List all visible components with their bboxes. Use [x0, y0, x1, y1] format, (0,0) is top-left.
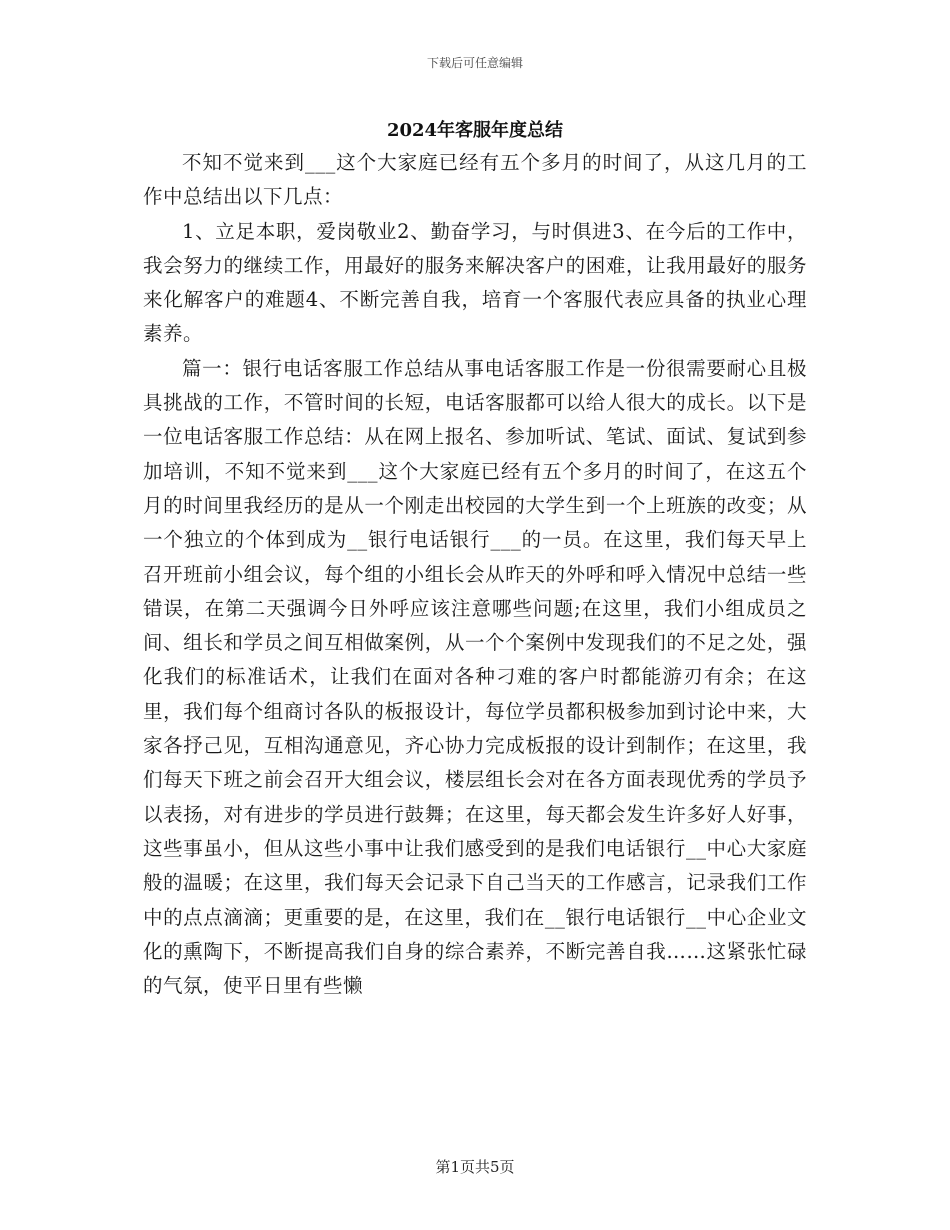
document-body: [143, 146, 807, 1003]
page-footer: 第1页共5页: [435, 1158, 515, 1176]
paragraph-points: 1、立足本职，爱岗敬业2、勤奋学习，与时俱进3、在今后的工作中，我会努力的继续工作，用最好的服务来解决客户的困难，让我用最好的服务来化解客户的难题4、不断完善自我，培育一个客服代表应具备的执业心理素养。: [143, 219, 807, 346]
paragraph-article-one: 篇一：银行电话客服工作总结从事电话客服工作是一份很需要耐心且极具挑战的工作，不管时间的长短，电话客服都可以给人很大的成长。以下是一位电话客服工作总结：从在网上报名、参加听试、笔试、面试、复试到参加培训，不知不觉来到___这个大家庭已经有五个多月的时间了，在这五个月的时间里我经历的是从一个刚走出校园的大学生到一个上班族的改变；从一个独立的个体到成为__银行电话银行___的一员。在这里，我们每天早上召开班前小组会议，每个组的小组长会从昨天的外呼和呼入情况中总结一些错误，在第二天强调今日外呼应该注意哪些问题;在这里，我们小组成员之间、组长和学员之间互相做案例，从一个个案例中发现我们的不足之处，强化我们的标准话术，让我们在面对各种刁难的客户时都能游刃有余；在这里，我们每个组商讨各队的板报设计，每位学员都积极参加到讨论中来，大家各抒己见，互相沟通意见，齐心协力完成板报的设计到制作；在这里，我们每天下班之前会召开大组会议，楼层组长会对在各方面表现优秀的学员予以表扬，对有进步的学员进行鼓舞；在这里，每天都会发生许多好人好事，这些事虽小，但从这些小事中让我们感受到的是我们电话银行__中心大家庭般的温暖；在这里，我们每天会记录下自己当天的工作感言，记录我们工作中的点点滴滴；更重要的是，在这里，我们在__银行电话银行__中心企业文化的熏陶下，不断提高我们自身的综合素养，不断完善自我……这紧张忙碌的气氛，使平日里有些懒: [143, 356, 807, 998]
document-title: 2024年客服年度总结: [386, 120, 564, 141]
page-header: 下载后可任意编辑: [426, 56, 523, 70]
paragraph-intro: 不知不觉来到___这个大家庭已经有五个多月的时间了，从这几月的工作中总结出以下几点：: [143, 151, 807, 209]
